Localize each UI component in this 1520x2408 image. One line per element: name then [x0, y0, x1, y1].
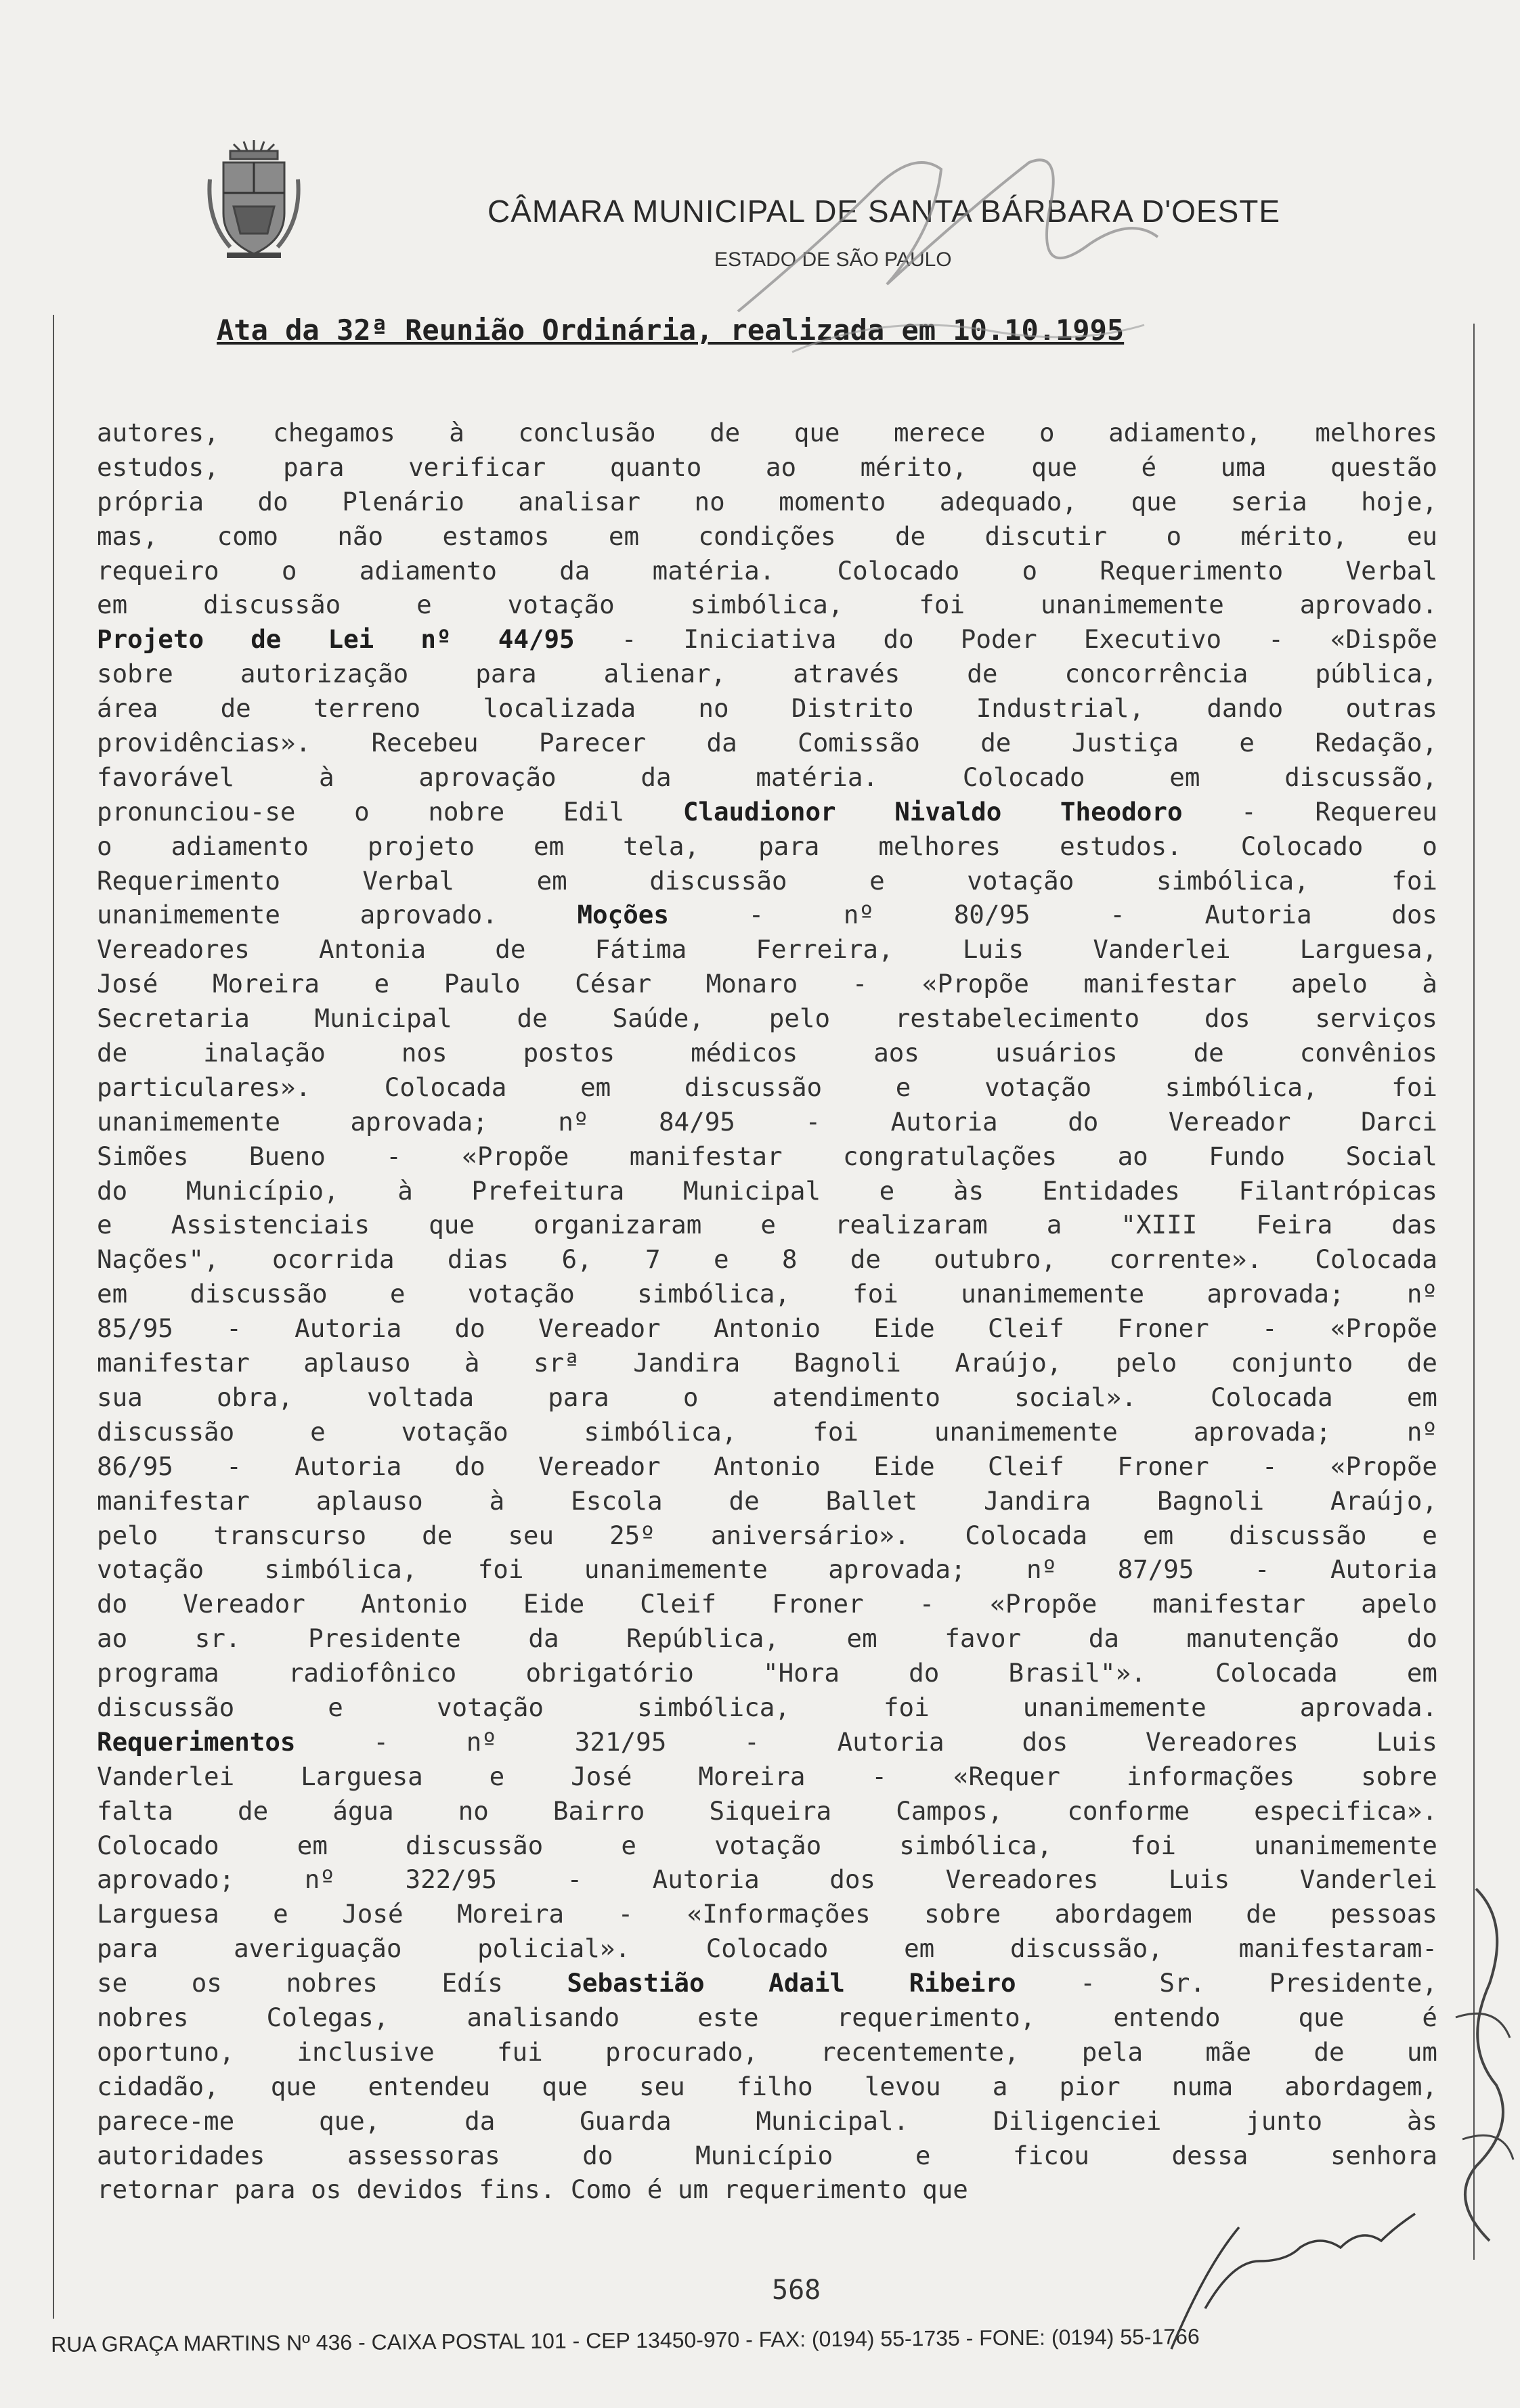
address-footer: RUA GRAÇA MARTINS Nº 436 - CAIXA POSTAL 101 - CEP 13450-970 - FAX: (0194) 55-1735 - FONE: (0194) 55-1766: [51, 2324, 1200, 2357]
bold-run: Sebastião Adail Ribeiro: [567, 1968, 1016, 1998]
text-run: nobres Colegas, analisando este requerimento, entendo que é: [97, 2002, 1437, 2032]
text-run: de inalação nos postos médicos aos usuários de convênios: [97, 1038, 1437, 1068]
text-run: votação simbólica, foi unanimemente aprovada; nº 87/95 - Autoria: [97, 1554, 1437, 1585]
text-line: [97, 1242, 1437, 1277]
text-run: unanimemente aprovado.: [97, 900, 578, 930]
text-line: [97, 1897, 1437, 1931]
institution-name: CÂMARA MUNICIPAL DE SANTA BÁRBARA D'OESTE: [487, 194, 1281, 229]
text-run: José Moreira e Paulo César Monaro - «Propõe manifestar apelo à: [97, 969, 1437, 999]
text-run: pronunciou-se o nobre Edil: [97, 796, 683, 827]
text-line: [97, 760, 1437, 795]
text-line: [97, 1449, 1437, 1484]
text-line: [97, 967, 1437, 1001]
text-run: falta de água no Bairro Siqueira Campos, conforme especifica».: [97, 1795, 1437, 1826]
text-line: [97, 1174, 1437, 1208]
text-run: em discussão e votação simbólica, foi unanimemente aprovada; nº: [97, 1279, 1437, 1309]
text-run: aprovado; nº 322/95 - Autoria dos Vereadores Luis Vanderlei: [97, 1864, 1437, 1895]
text-run: cidadão, que entendeu que seu filho levou a pior numa abordagem,: [97, 2071, 1437, 2101]
bold-run: Claudionor Nivaldo Theodoro: [682, 796, 1183, 827]
minutes-title: Ata da 32ª Reunião Ordinária, realizada em 10.10.1995: [217, 313, 1125, 347]
bold-run: Moções: [577, 900, 669, 930]
text-line: [97, 622, 1437, 657]
text-run: sobre autorização para alienar, através de concorrência pública,: [97, 659, 1437, 689]
text-run: particulares». Colocada em discussão e votação simbólica, foi: [97, 1072, 1437, 1102]
text-run: Requerimento Verbal em discussão e votação simbólica, foi: [97, 865, 1437, 896]
text-line: [97, 450, 1437, 485]
initials-bottom: [1165, 2187, 1422, 2356]
text-run: do Município, à Prefeitura Municipal e às Entidades Filantrópicas: [97, 1175, 1437, 1206]
text-line: [97, 416, 1437, 450]
right-margin-rule: [1473, 324, 1475, 2260]
text-line: [97, 1139, 1437, 1174]
text-run: para averiguação policial». Colocado em discussão, manifestaram-: [97, 1933, 1437, 1964]
bold-run: Requerimentos: [97, 1726, 296, 1757]
text-run: em discussão e votação simbólica, foi unanimemente aprovado.: [97, 590, 1437, 620]
text-run: própria do Plenário analisar no momento adequado, que seria hoje,: [97, 486, 1437, 517]
text-run: Simões Bueno - «Propõe manifestar congratulações ao Fundo Social: [97, 1141, 1437, 1171]
text-line: [97, 898, 1437, 932]
text-line: [97, 1552, 1437, 1587]
text-run: área de terreno localizada no Distrito Industrial, dando outras: [97, 693, 1437, 724]
text-run: autores, chegamos à conclusão de que merece o adiamento, melhores: [97, 418, 1437, 447]
text-line: [97, 2000, 1437, 2035]
text-run: Secretaria Municipal de Saúde, pelo restabelecimento dos serviços: [97, 1003, 1437, 1034]
text-run: oportuno, inclusive fui procurado, recentemente, pela mãe de um: [97, 2036, 1437, 2067]
text-run: Larguesa e José Moreira - «Informações sobre abordagem de pessoas: [97, 1899, 1437, 1929]
text-line: [97, 1656, 1437, 1690]
text-run: providências». Recebeu Parecer da Comissão de Justiça e Redação,: [97, 728, 1437, 758]
text-run: Vereadores Antonia de Fátima Ferreira, Luis Vanderlei Larguesa,: [97, 934, 1437, 965]
state-name: ESTADO DE SÃO PAULO: [714, 248, 952, 271]
text-line: [97, 2070, 1437, 2104]
text-line: [97, 657, 1437, 691]
text-line: [97, 2104, 1437, 2139]
text-run: 86/95 - Autoria do Vereador Antonio Eide Cleif Froner - «Propõe: [97, 1451, 1437, 1481]
text-line: [97, 1208, 1437, 1242]
text-run: Vanderlei Larguesa e José Moreira - «Requer informações sobre: [97, 1761, 1437, 1791]
text-run: pelo transcurso de seu 25º aniversário». Colocada em discussão e: [97, 1520, 1437, 1550]
text-line: [97, 1759, 1437, 1794]
text-line: [97, 1621, 1437, 1656]
text-run: sua obra, voltada para o atendimento social». Colocada em: [97, 1382, 1437, 1412]
text-run: discussão e votação simbólica, foi unanimemente aprovada.: [97, 1692, 1437, 1722]
text-line: [97, 1346, 1437, 1380]
text-line: [97, 1829, 1437, 1863]
text-line: [97, 1725, 1437, 1759]
text-run: 85/95 - Autoria do Vereador Antonio Eide Cleif Froner - «Propõe: [97, 1313, 1437, 1344]
text-run: o adiamento projeto em tela, para melhores estudos. Colocado o: [97, 831, 1437, 861]
text-line: [97, 691, 1437, 726]
text-line: [97, 2172, 1437, 2207]
text-run: programa radiofônico obrigatório "Hora do Brasil"». Colocada em: [97, 1658, 1437, 1688]
text-line: [97, 829, 1437, 864]
minutes-body: [97, 416, 1437, 2207]
page-number: 568: [772, 2275, 821, 2306]
text-line: [97, 1277, 1437, 1311]
text-run: - nº 321/95 - Autoria dos Vereadores Luis: [295, 1726, 1437, 1757]
text-line: [97, 1690, 1437, 1725]
text-run: Colocado em discussão e votação simbólica, foi unanimemente: [97, 1830, 1437, 1860]
text-line: [97, 519, 1437, 554]
text-line: [97, 1794, 1437, 1829]
text-line: [97, 2035, 1437, 2070]
bold-run: Projeto de Lei nº 44/95: [97, 624, 575, 655]
text-line: [97, 726, 1437, 760]
text-run: manifestar aplauso à srª Jandira Bagnoli Araújo, pelo conjunto de: [97, 1348, 1437, 1378]
text-run: favorável à aprovação da matéria. Colocado em discussão,: [97, 762, 1437, 792]
text-line: [97, 1862, 1437, 1897]
text-run: e Assistenciais que organizaram e realizaram a "XIII Feira das: [97, 1210, 1437, 1240]
text-run: do Vereador Antonio Eide Cleif Froner - «Propõe manifestar apelo: [97, 1589, 1437, 1619]
text-line: [97, 864, 1437, 898]
text-line: [97, 1415, 1437, 1449]
text-line: [97, 2139, 1437, 2173]
municipal-coat-of-arms-icon: [203, 139, 305, 264]
text-run: - nº 80/95 - Autoria dos: [668, 900, 1437, 930]
text-line: [97, 932, 1437, 967]
text-line: [97, 1484, 1437, 1518]
text-run: autoridades assessoras do Município e ficou dessa senhora: [97, 2140, 1437, 2170]
text-run: se os nobres Edís: [97, 1968, 567, 1998]
text-run: retornar para os devidos fins. Como é um requerimento que: [97, 2174, 968, 2205]
text-line: [97, 1966, 1437, 2000]
text-line: [97, 1380, 1437, 1415]
text-run: - Sr. Presidente,: [1016, 1968, 1437, 1998]
signature-margin: [1435, 1882, 1520, 2261]
text-line: [97, 485, 1437, 519]
text-run: ao sr. Presidente da República, em favor da manutenção do: [97, 1623, 1437, 1654]
text-run: discussão e votação simbólica, foi unanimemente aprovada; nº: [97, 1416, 1437, 1447]
text-line: [97, 1311, 1437, 1346]
left-margin-rule: [53, 315, 54, 2319]
text-run: parece-me que, da Guarda Municipal. Diligenciei junto às: [97, 2105, 1437, 2136]
text-run: manifestar aplauso à Escola de Ballet Jandira Bagnoli Araújo,: [97, 1485, 1437, 1516]
text-run: Nações", ocorrida dias 6, 7 e 8 de outubro, corrente». Colocada: [97, 1244, 1437, 1275]
text-line: [97, 795, 1437, 829]
text-line: [97, 588, 1437, 622]
text-line: [97, 1036, 1437, 1070]
text-run: unanimemente aprovada; nº 84/95 - Autoria do Vereador Darci: [97, 1106, 1437, 1137]
text-line: [97, 554, 1437, 588]
text-run: - Requereu: [1182, 796, 1437, 827]
text-run: estudos, para verificar quanto ao mérito, que é uma questão: [97, 452, 1437, 482]
text-line: [97, 1001, 1437, 1036]
text-line: [97, 1070, 1437, 1105]
text-run: requeiro o adiamento da matéria. Colocado o Requerimento Verbal: [97, 555, 1437, 586]
text-line: [97, 1518, 1437, 1553]
text-line: [97, 1931, 1437, 1966]
text-line: [97, 1587, 1437, 1621]
text-run: mas, como não estamos em condições de discutir o mérito, eu: [97, 521, 1437, 551]
text-run: - Iniciativa do Poder Executivo - «Dispõe: [574, 624, 1437, 655]
text-line: [97, 1105, 1437, 1139]
